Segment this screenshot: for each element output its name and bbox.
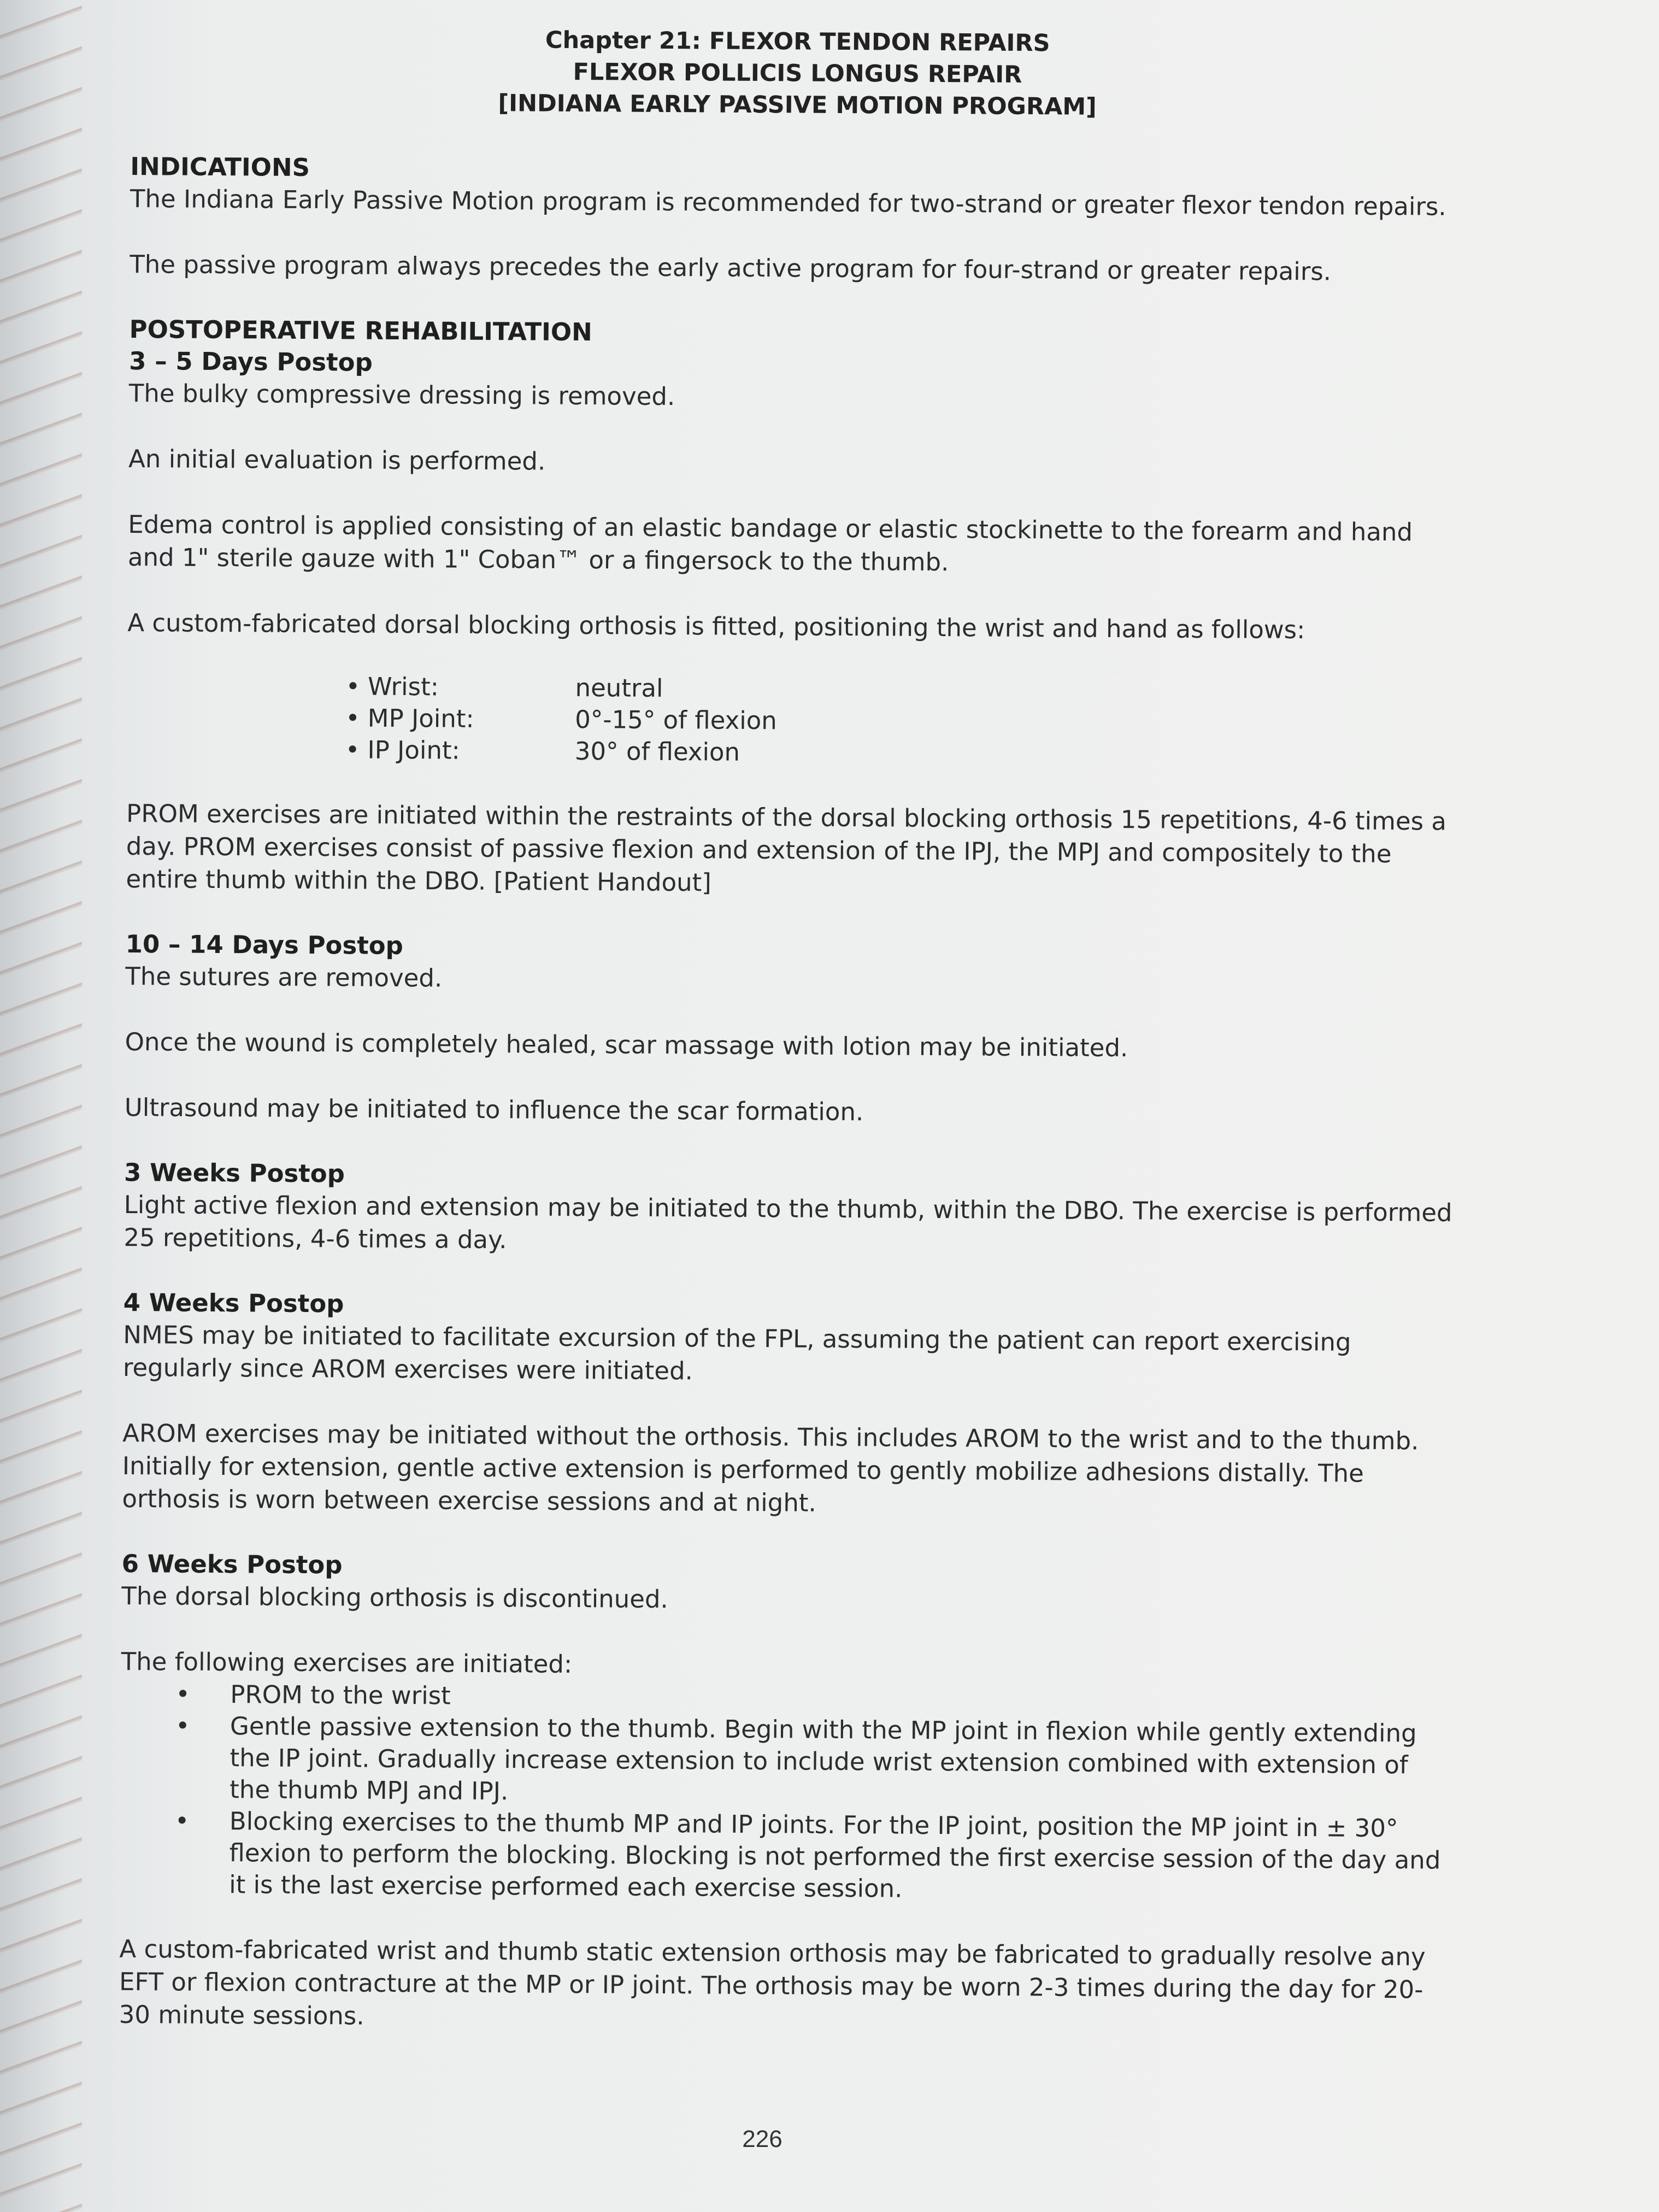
s1-paragraph-5: PROM exercises are initiated within the restraints of the dorsal blocking orthosis 15 repetitions, 4-6 times a day. PROM exercises consist of passive flexion and extension of the IPJ, the MPJ and compositely to the entire thumb within the DBO. [Patient Handout] xyxy=(126,798,1447,897)
indications-heading: INDICATIONS xyxy=(130,151,310,183)
position-joint: • IP Joint: xyxy=(345,734,575,767)
list-item: • Blocking exercises to the thumb MP and IP joints. For the IP joint, position the MP joint in ± 30° flexion to perform the blocking. Blocking is not performed the first exercise session of the day and it is the last exercise performed each exercise session. xyxy=(120,1805,1454,1908)
header-line-3: [INDIANA EARLY PASSIVE MOTION PROGRAM] xyxy=(498,90,1097,121)
page-number: 226 xyxy=(742,2126,783,2152)
binding-edge xyxy=(0,0,82,2212)
list-item: • PROM to the wrist xyxy=(121,1678,1454,1718)
s4-paragraph-2: AROM exercises may be initiated without the orthosis. This includes AROM to the wrist and to the thumb. Initially for extension, gentle active extension is performed to gently mobilize adhesions distally. The orthosis is worn between exercise sessions and at night. xyxy=(122,1418,1419,1517)
position-value: neutral xyxy=(575,673,663,703)
exercise-list xyxy=(120,1678,1454,1908)
section-heading-3-5-days: 3 – 5 Days Postop xyxy=(129,346,373,377)
s5-paragraph-3: A custom-fabricated wrist and thumb static extension orthosis may be fabricated to gradually resolve any EFT or flexion contracture at the MP or IP joint. The orthosis may be worn 2-3 times during the day for 20-30 minute sessions. xyxy=(119,1934,1426,2031)
section-heading-10-14-days: 10 – 14 Days Postop xyxy=(125,929,404,961)
orthosis-positions xyxy=(345,670,1461,772)
section-heading-4-weeks: 4 Weeks Postop xyxy=(123,1287,344,1319)
s4-paragraph-1: NMES may be initiated to facilitate excursion of the FPL, assuming the patient can report exercising regularly since AROM exercises were initiated. xyxy=(122,1320,1351,1386)
position-joint: • Wrist: xyxy=(345,670,575,704)
rehab-heading: POSTOPERATIVE REHABILITATION xyxy=(129,314,592,347)
s2-paragraph-2: Once the wound is completely healed, scar massage with lotion may be initiated. xyxy=(125,1027,1128,1063)
s3-paragraph-1: Light active flexion and extension may be initiated to the thumb, within the DBO. The exercise is performed 25 repetitions, 4-6 times a day. xyxy=(123,1190,1452,1255)
s5-paragraph-2: The following exercises are initiated: xyxy=(121,1646,573,1679)
indications-paragraph-2: The passive program always precedes the early active program for four-strand or greater repairs. xyxy=(130,249,1332,286)
indications-paragraph-1: The Indiana Early Passive Motion program is recommended for two-strand or greater flexor tendon repairs. xyxy=(130,184,1446,221)
list-item: • Gentle passive extension to the thumb. Begin with the MP joint in flexion while gently extending the IP joint. Gradually increase extension to include wrist extension combined with extension of the thumb MPJ and IPJ. xyxy=(120,1710,1454,1813)
s1-paragraph-3: Edema control is applied consisting of an elastic bandage or elastic stockinette to the forearm and hand and 1" sterile gauze with 1" Coban™ or a fingersock to the thumb. xyxy=(127,509,1413,577)
s1-paragraph-4: A custom-fabricated dorsal blocking orthosis is fitted, positioning the wrist and hand as follows: xyxy=(127,608,1305,645)
s2-paragraph-1: The sutures are removed. xyxy=(125,961,443,993)
position-joint: • MP Joint: xyxy=(345,702,575,736)
s1-paragraph-1: The bulky compressive dressing is removed. xyxy=(128,378,675,411)
s2-paragraph-3: Ultrasound may be initiated to influence the scar formation. xyxy=(124,1092,864,1127)
chapter-header xyxy=(131,22,1464,125)
header-line-1: Chapter 21: FLEXOR TENDON REPAIRS xyxy=(545,26,1050,57)
s1-paragraph-2: An initial evaluation is performed. xyxy=(128,444,546,476)
position-value: 0°-15° of flexion xyxy=(575,704,777,736)
header-line-2: FLEXOR POLLICIS LONGUS REPAIR xyxy=(573,58,1022,89)
section-heading-3-weeks: 3 Weeks Postop xyxy=(123,1157,345,1189)
position-value: 30° of flexion xyxy=(574,736,740,767)
section-heading-6-weeks: 6 Weeks Postop xyxy=(121,1549,343,1580)
document-page xyxy=(119,22,1464,2039)
s5-paragraph-1: The dorsal blocking orthosis is discontinued. xyxy=(121,1581,668,1614)
